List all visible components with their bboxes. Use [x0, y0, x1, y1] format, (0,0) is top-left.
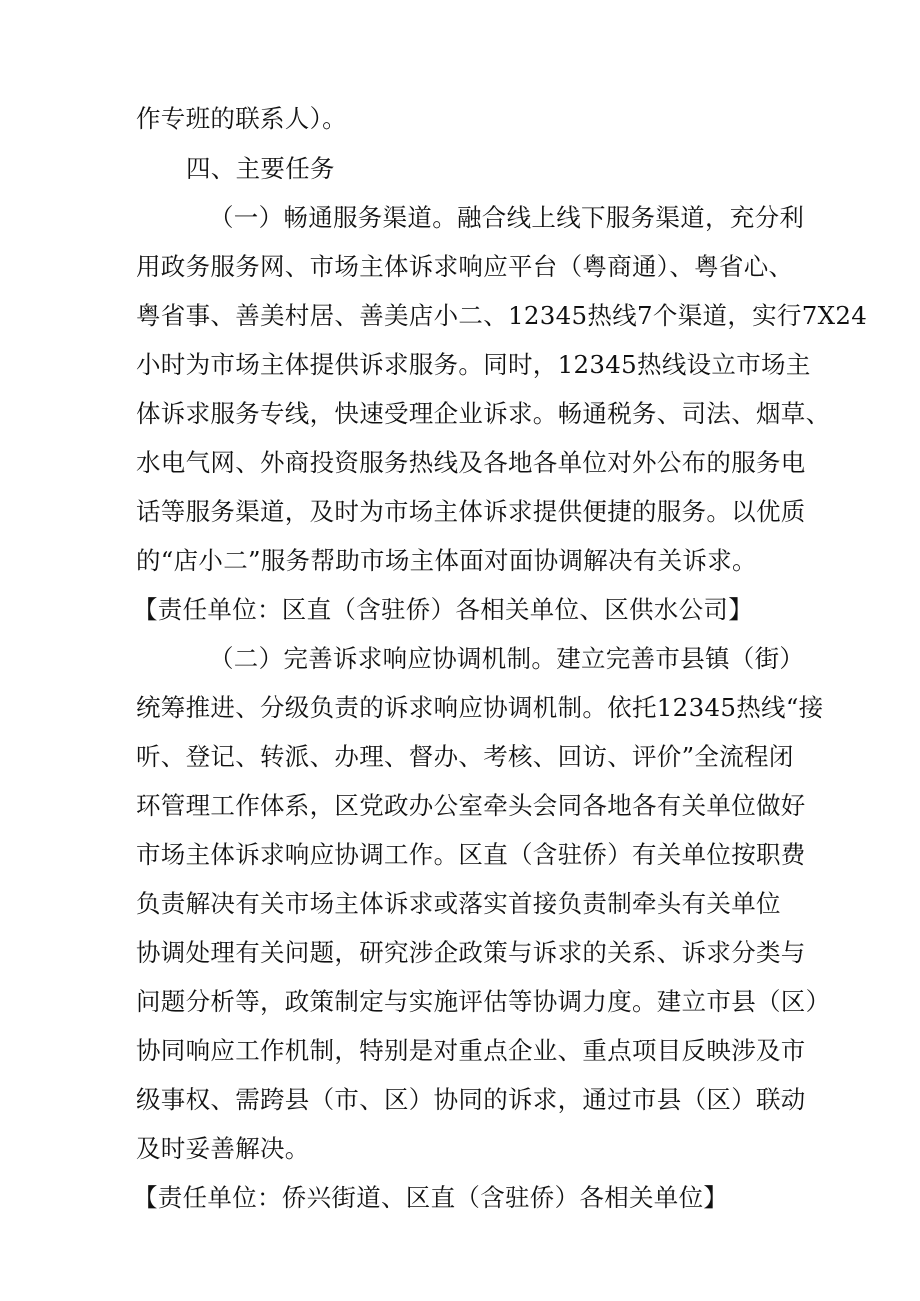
paragraph-line: 级事权、需跨县（市、区）协同的诉求，通过市县（区）联动 [136, 1085, 806, 1114]
paragraph-line: 统筹推进、分级负责的诉求响应协调机制。依托12345热线“接 [136, 693, 824, 722]
paragraph-line: 环管理工作体系，区党政办公室牵头会同各地各有关单位做好 [136, 791, 806, 820]
paragraph-line: 协调处理有关问题，研究涉企政策与诉求的关系、诉求分类与 [136, 938, 806, 967]
responsible-unit-line: 【责任单位：侨兴街道、区直（含驻侨）各相关单位】 [133, 1183, 729, 1212]
paragraph-line: 小时为市场主体提供诉求服务。同时，12345热线设立市场主 [136, 350, 811, 379]
paragraph-line: 的“店小二”服务帮助市场主体面对面协调解决有关诉求。 [136, 546, 757, 575]
responsible-unit-line: 【责任单位：区直（含驻侨）各相关单位、区供水公司】 [133, 595, 753, 624]
paragraph-line: （二）完善诉求响应协调机制。建立完善市县镇（街） [209, 644, 805, 673]
section-heading: 四、主要任务 [186, 154, 335, 183]
paragraph-line: 负责解决有关市场主体诉求或落实首接负责制牵头有关单位 [136, 889, 781, 918]
paragraph-line: 粤省事、善美村居、善美店小二、12345热线7个渠道，实行7X24 [136, 301, 868, 330]
paragraph-line: 听、登记、转派、办理、督办、考核、回访、评价”全流程闭 [136, 742, 794, 771]
paragraph-line: 作专班的联系人）。 [136, 104, 347, 133]
paragraph-line: 用政务服务网、市场主体诉求响应平台（粤商通）、粤省心、 [136, 252, 794, 281]
paragraph-line: 问题分析等，政策制定与实施评估等协调力度。建立市县（区） [136, 987, 831, 1016]
paragraph-line: （一）畅通服务渠道。融合线上线下服务渠道，充分利 [209, 203, 805, 232]
paragraph-line: 市场主体诉求响应协调工作。区直（含驻侨）有关单位按职费 [136, 840, 806, 869]
paragraph-line: 体诉求服务专线，快速受理企业诉求。畅通税务、司法、烟草、 [136, 399, 831, 428]
paragraph-line: 协同响应工作机制，特别是对重点企业、重点项目反映涉及市 [136, 1036, 806, 1065]
paragraph-line: 水电气网、外商投资服务热线及各地各单位对外公布的服务电 [136, 448, 806, 477]
paragraph-line: 话等服务渠道，及时为市场主体诉求提供便捷的服务。以优质 [136, 497, 806, 526]
paragraph-line: 及时妥善解决。 [136, 1134, 310, 1163]
